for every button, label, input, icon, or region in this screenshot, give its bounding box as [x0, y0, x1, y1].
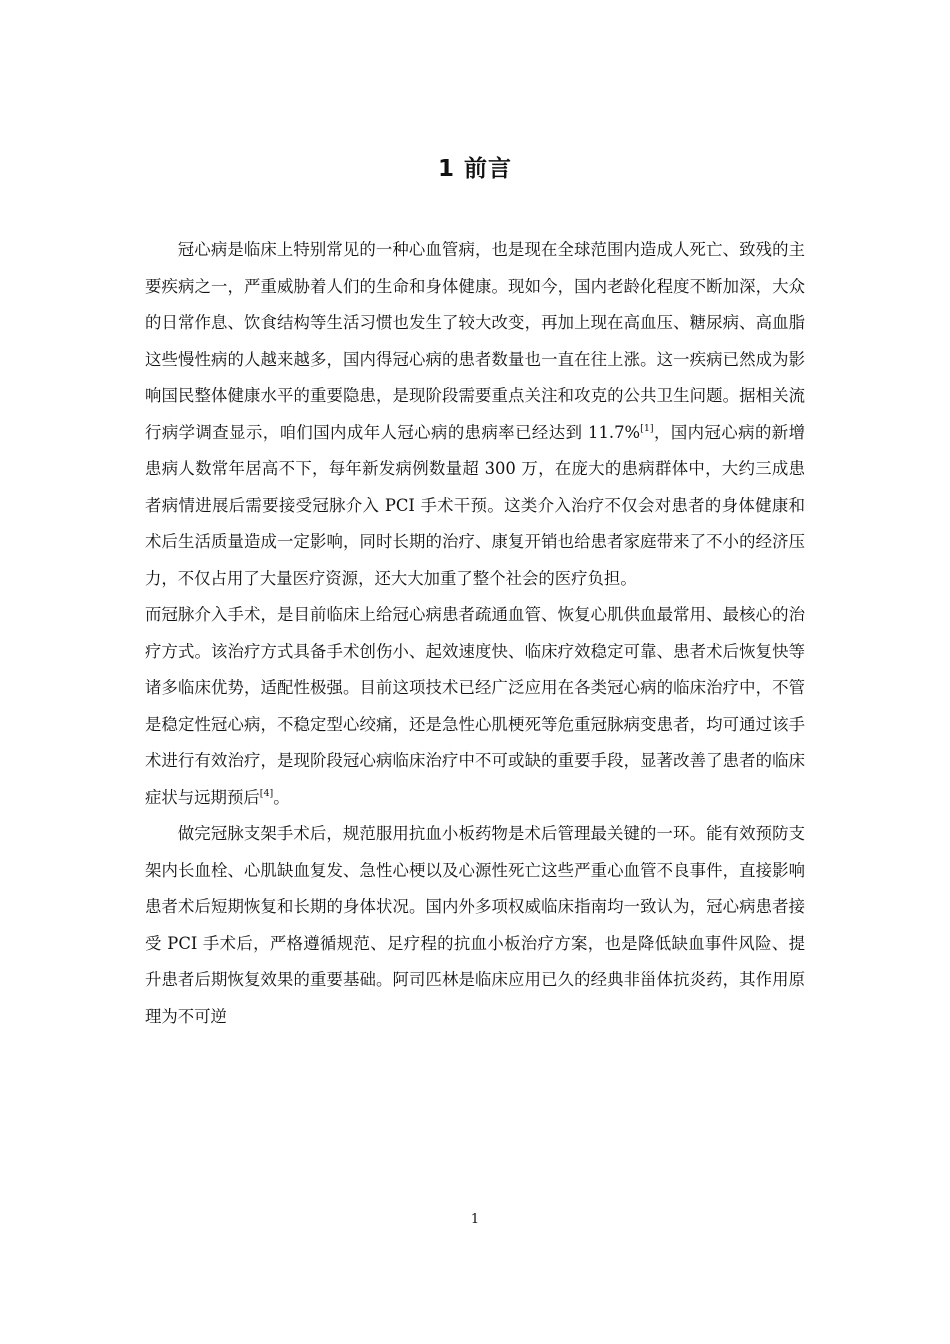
paragraph-1-text-cont: ，国内冠心病的新增患病人数常年居高不下，每年新发病例数量超 300 万，在庞大的患病群体中，大约三成患者病情进展后需要接受冠脉介入 PCI 手术干预。这类介入治疗不仅会对患者的身体健康和术后生活质量造成一定影响，同时长期的治疗、康复开销也给患者家庭带来了不小的经济压力，不仅占用了大量医疗资源，还大大加重了整个社会的医疗负担。 — [145, 422, 806, 588]
page-number: 1 — [470, 1212, 480, 1227]
paragraph-2-text: 而冠脉介入手术，是目前临床上给冠心病患者疏通血管、恢复心肌供血最常用、最核心的治疗方式。该治疗方式具备手术创伤小、起效速度快、临床疗效稳定可靠、患者术后恢复快等诸多临床优势，适配性极强。目前这项技术已经广泛应用在各类冠心病的临床治疗中，不管是稳定性冠心病，不稳定型心绞痛，还是急性心肌梗死等危重冠脉病变患者，均可通过该手术进行有效治疗，是现阶段冠心病临床治疗中不可或缺的重要手段，显著改善了患者的临床症状与远期预后 — [145, 605, 805, 807]
citation-ref-1[interactable]: [1] — [640, 422, 654, 434]
paragraph-2-text-cont: 。 — [273, 787, 290, 807]
citation-ref-4[interactable]: [4] — [259, 787, 274, 799]
paragraph-2 — [145, 597, 805, 816]
paragraph-3: 做完冠脉支架手术后，规范服用抗血小板药物是术后管理最关键的一环。能有效预防支架内长血栓、心肌缺血复发、急性心梗以及心源性死亡这些严重心血管不良事件，直接影响患者术后短期恢复和长期的身体状况。国内外多项权威临床指南均一致认为，冠心病患者接受 PCI 手术后，严格遵循规范、足疗程的抗血小板治疗方案，也是降低缺血事件风险、提升患者后期恢复效果的重要基础。阿司匹林是临床应用已久的经典非甾体抗炎药，其作用原理为不可逆 — [145, 824, 805, 1026]
paragraph-1-text: 冠心病是临床上特别常见的一种心血管病，也是现在全球范围内造成人死亡、致残的主要疾病之一，严重威胁着人们的生命和身体健康。现如今，国内老龄化程度不断加深，大众的日常作息、饮食结构等生活习惯也发生了较大改变，再加上现在高血压、糖尿病、高血脂这些慢性病的人越来越多，国内得冠心病的患者数量也一直在往上涨。这一疾病已然成为影响国民整体健康水平的重要隐患，是现阶段需要重点关注和攻克的公共卫生问题。据相关流行病学调查显示，咱们国内成年人冠心病的患病率已经达到 11.7% — [145, 240, 805, 442]
body-text — [145, 232, 805, 1035]
section-title: 1 前言 — [437, 156, 512, 182]
paragraph-1 — [145, 232, 805, 597]
